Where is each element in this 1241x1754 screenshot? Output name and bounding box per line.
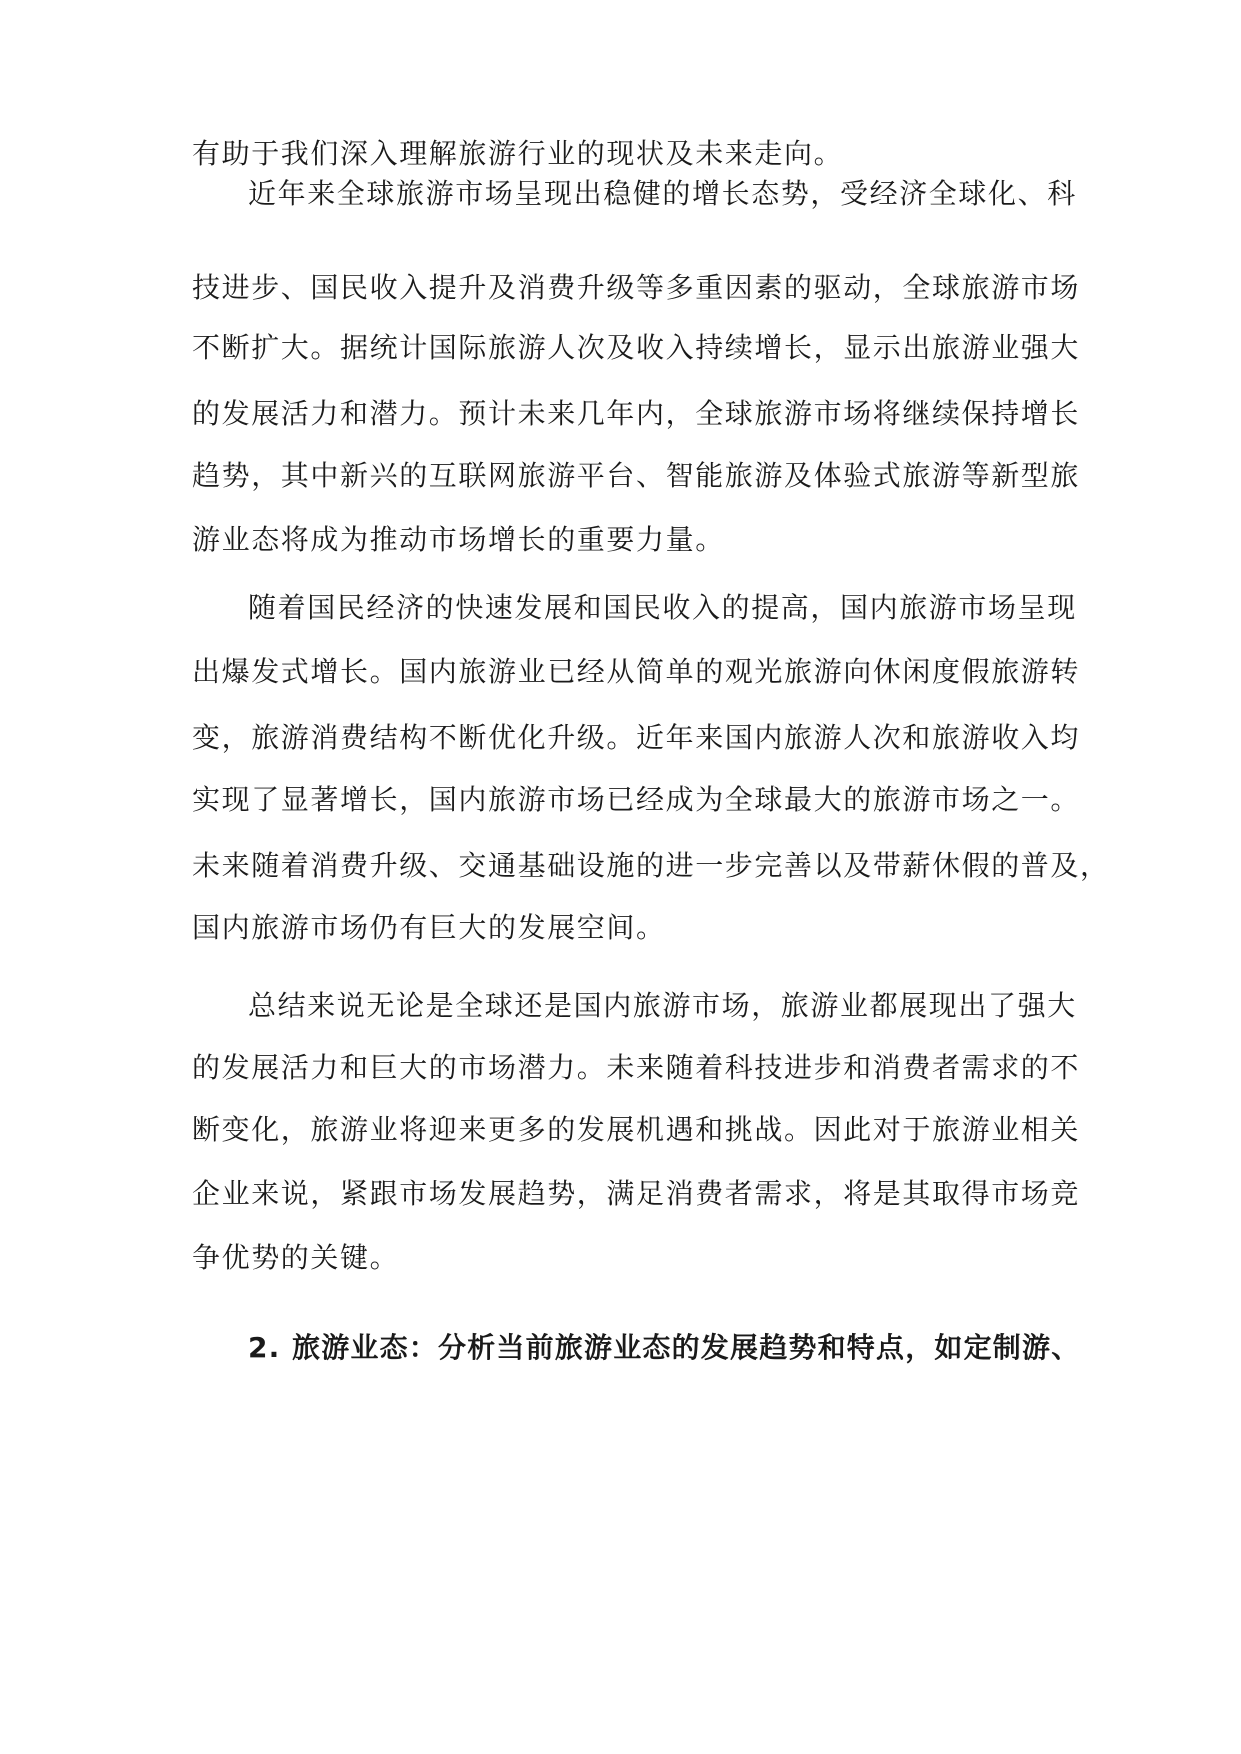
text-line: 企业来说，紧跟市场发展趋势，满足消费者需求，将是其取得市场竞: [192, 1177, 1081, 1210]
section-number: 2.: [248, 1331, 281, 1364]
text-line: 断变化，旅游业将迎来更多的发展机遇和挑战。因此对于旅游业相关: [192, 1113, 1081, 1146]
text-line: 的发展活力和潜力。预计未来几年内，全球旅游市场将继续保持增长: [192, 397, 1081, 430]
text-line: 技进步、国民收入提升及消费升级等多重因素的驱动，全球旅游市场: [192, 271, 1081, 304]
text-line: 出爆发式增长。国内旅游业已经从简单的观光旅游向休闲度假旅游转: [192, 655, 1081, 688]
text-line: 总结来说无论是全球还是国内旅游市场，旅游业都展现出了强大: [248, 989, 1077, 1022]
text-line: 的发展活力和巨大的市场潜力。未来随着科技进步和消费者需求的不: [192, 1051, 1081, 1084]
text-line: 游业态将成为推动市场增长的重要力量。: [192, 523, 725, 556]
text-line: 趋势，其中新兴的互联网旅游平台、智能旅游及体验式旅游等新型旅: [192, 459, 1081, 492]
section-heading-text: 旅游业态：分析当前旅游业态的发展趋势和特点，如定制游、: [292, 1331, 1081, 1364]
text-line: 不断扩大。据统计国际旅游人次及收入持续增长，显示出旅游业强大: [192, 331, 1081, 364]
text-line: 未来随着消费升级、交通基础设施的进一步完善以及带薪休假的普及，: [192, 849, 1110, 882]
text-line: 随着国民经济的快速发展和国民收入的提高，国内旅游市场呈现: [248, 591, 1077, 624]
text-line: 实现了显著增长，国内旅游市场已经成为全球最大的旅游市场之一。: [192, 783, 1081, 816]
text-line: 近年来全球旅游市场呈现出稳健的增长态势，受经济全球化、科: [248, 177, 1077, 210]
text-line: 国内旅游市场仍有巨大的发展空间。: [192, 911, 666, 944]
text-line: 变，旅游消费结构不断优化升级。近年来国内旅游人次和旅游收入均: [192, 721, 1081, 754]
text-line: 争优势的关键。: [192, 1241, 400, 1274]
section-heading: [248, 1328, 1081, 1368]
text-line: 有助于我们深入理解旅游行业的现状及未来走向。: [192, 137, 844, 170]
